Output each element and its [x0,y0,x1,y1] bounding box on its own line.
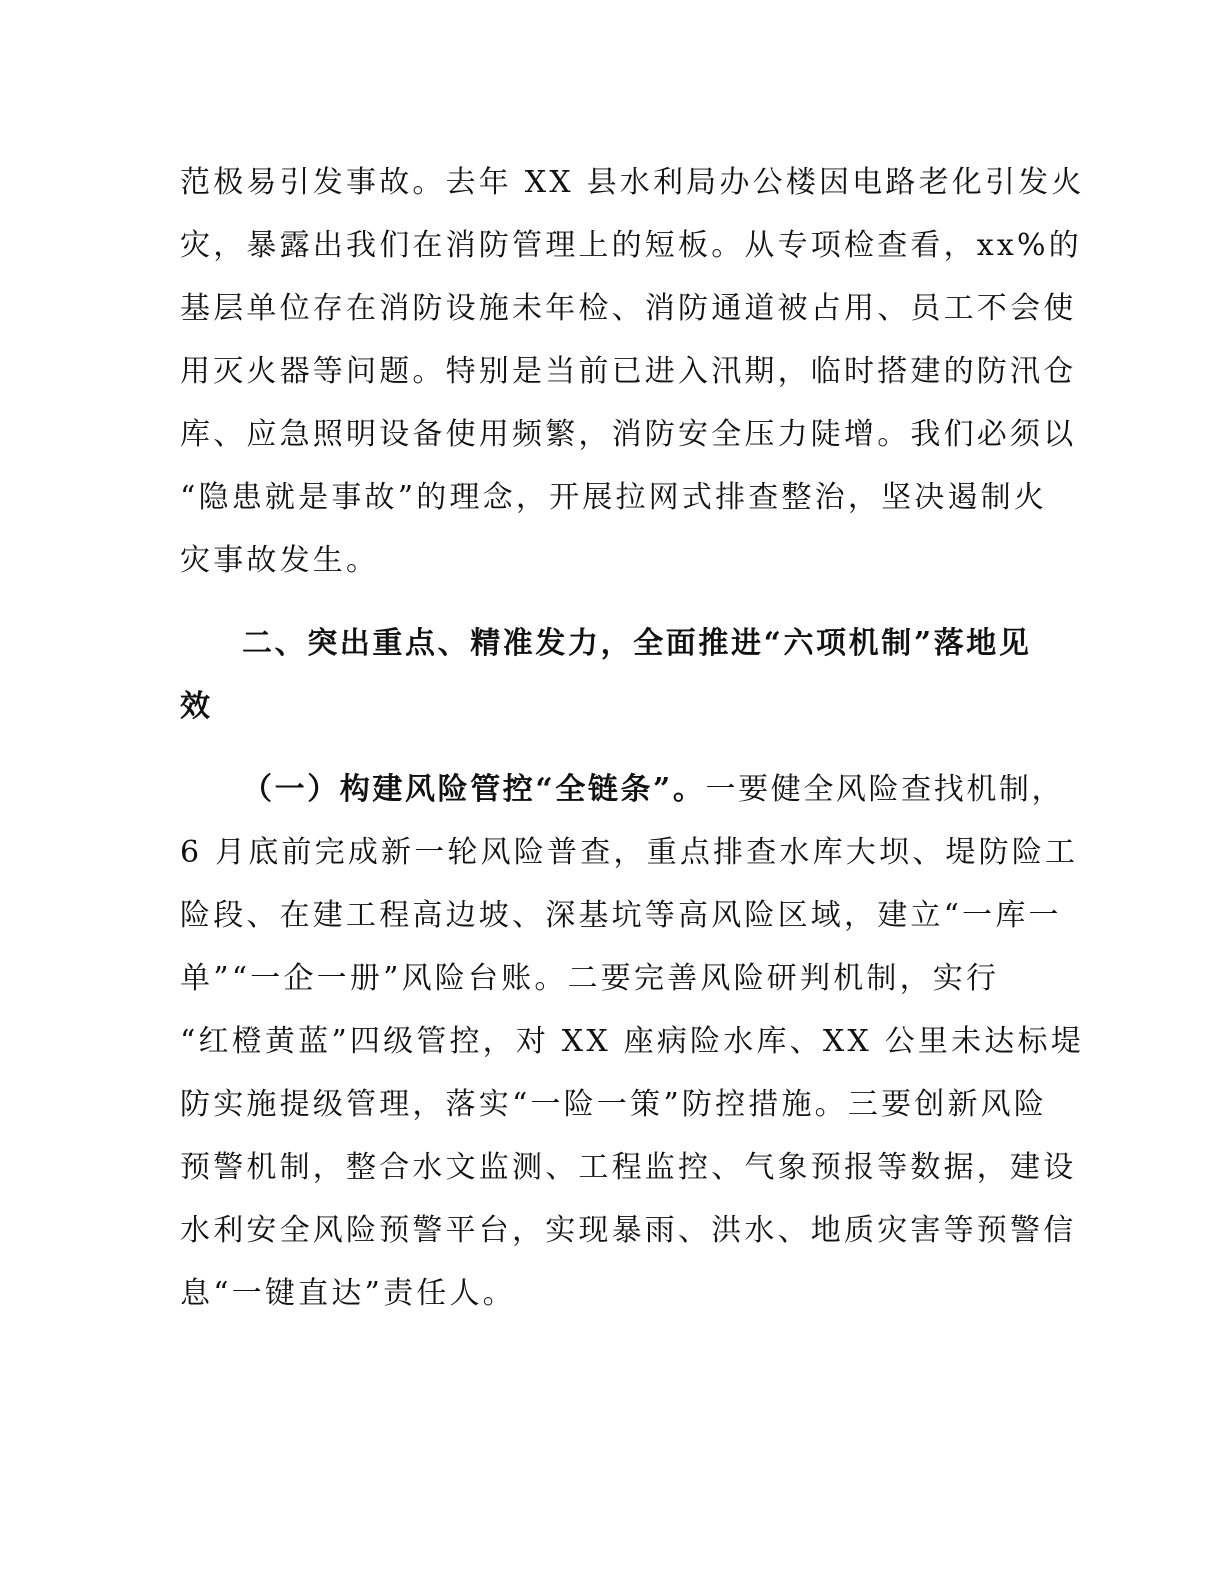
paragraph-line: 息“一键直达”责任人。 [180,1276,516,1311]
paragraph-line: “隐患就是事故”的理念，开展拉网式排查整治，坚决遏制火 [180,480,1048,515]
paragraph-line: 险段、在建工程高边坡、深基坑等高风险区域，建立“一库一 [180,898,1062,933]
heading-line: 效 [180,689,213,724]
paragraph-line: 用灭火器等问题。特别是当前已进入汛期，临时搭建的防汛仓 [180,354,1077,389]
paragraph-line: 库、应急照明设备使用频繁，消防安全压力陡增。我们必须以 [180,417,1077,452]
paragraph-line: 6 月底前完成新一轮风险普查，重点排查水库大坝、堤防险工 [180,835,1079,870]
paragraph-line-rest: 一要健全风险查找机制， [705,772,1065,807]
paragraph-line: 防实施提级管理，落实“一险一策”防控措施。三要创新风险 [180,1087,1048,1122]
paragraph-first-line [242,765,1102,815]
paragraph-line: 预警机制，整合水文监测、工程监控、气象预报等数据，建设 [180,1150,1077,1185]
paragraph-line: 灾事故发生。 [180,543,380,578]
paragraph-line: “红橙黄蓝”四级管控，对 XX 座病险水库、XX 公里未达标堤 [180,1024,1084,1059]
paragraph-line: 单”“一企一册”风险台账。二要完善风险研判机制，实行 [180,961,1000,996]
paragraph-line: 灾，暴露出我们在消防管理上的短板。从专项检查看，xx%的 [180,228,1082,263]
subheading: （一）构建风险管控“全链条”。 [242,772,706,807]
paragraph-line: 水利安全风险预警平台，实现暴雨、洪水、地质灾害等预警信 [180,1213,1077,1248]
paragraph-line: 基层单位存在消防设施未年检、消防通道被占用、员工不会使 [180,291,1077,326]
heading-line: 二、突出重点、精准发力，全面推进“六项机制”落地见 [242,626,1032,661]
paragraph-line: 范极易引发事故。去年 XX 县水利局办公楼因电路老化引发火 [180,165,1085,200]
